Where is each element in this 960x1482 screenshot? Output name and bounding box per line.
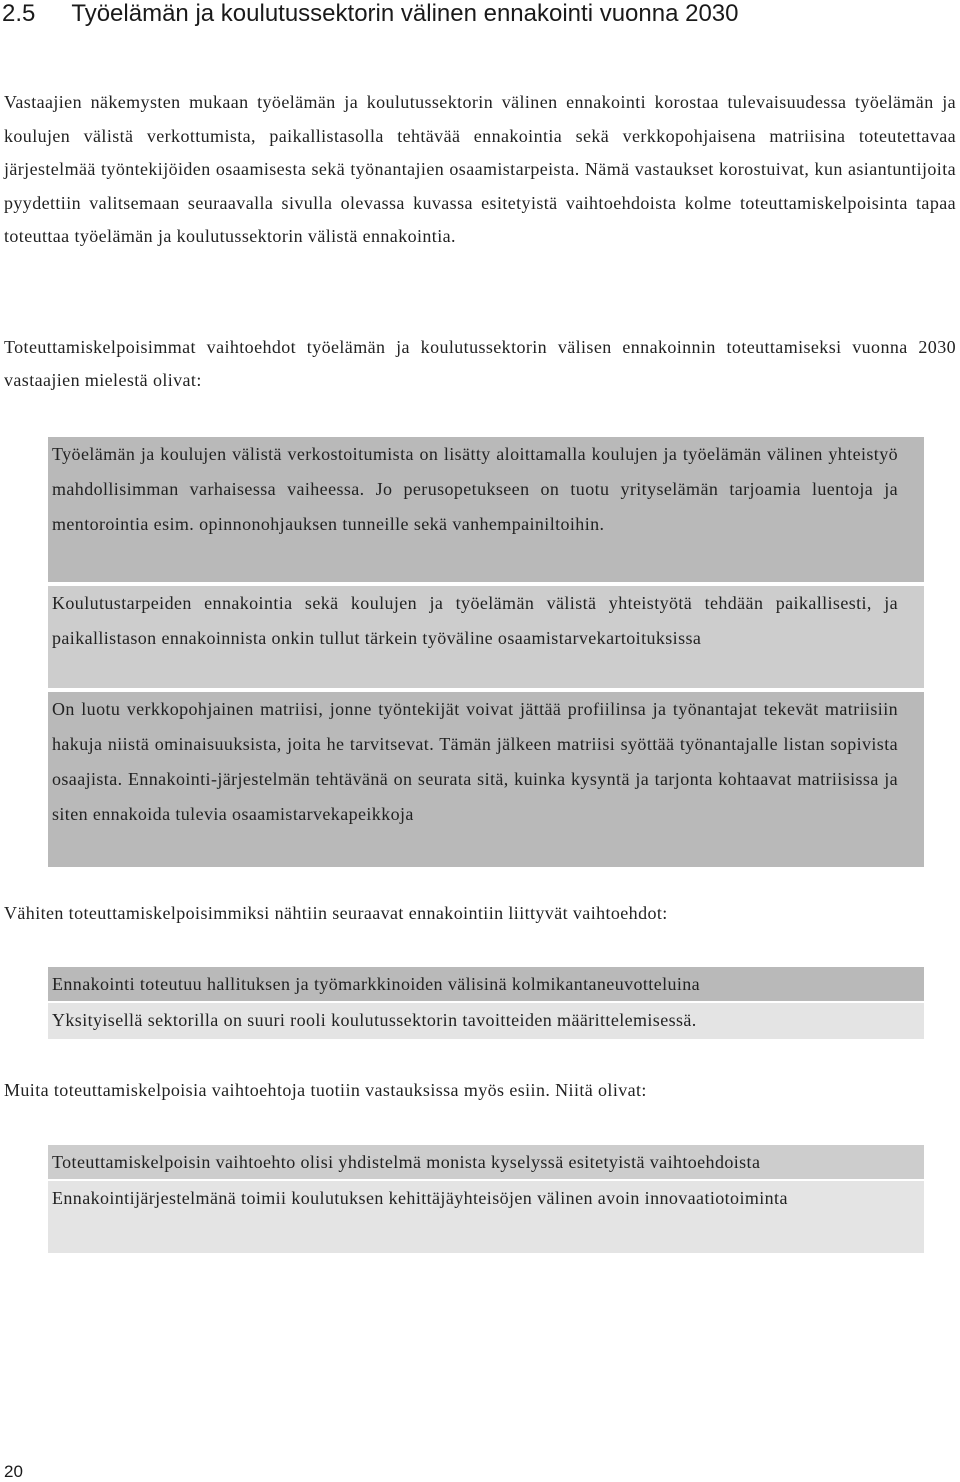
most-feasible-options-box bbox=[48, 437, 924, 867]
most-feasible-intro: Toteuttamiskelpoisimmat vaihtoehdot työelämän ja koulutussektorin välisen ennakoinnin toteuttamiseksi vuonna 2030 vastaajien mielestä olivat: bbox=[4, 337, 956, 390]
option-item: On luotu verkkopohjainen matriisi, jonne työntekijät voivat jättää profiilinsa ja työnantajat tekevät matriisiin hakuja niistä ominaisuuksista, joita he tarvitsevat. Tämän jälkeen matriisi syöttää työnantajalle listan sopivista osaajista. Ennakointi-järjestelmän tehtävänä on seurata sitä, kuinka kysyntä ja tarjonta kohtaavat matriisissa ja siten ennakoida tulevia osaamistarvekapeikkoja bbox=[48, 692, 924, 867]
option-item: Ennakointi toteutuu hallituksen ja työmarkkinoiden välisinä kolmikantaneuvotteluina bbox=[48, 967, 924, 1001]
other-feasible-intro: Muita toteuttamiskelpoisia vaihtoehtoja tuotiin vastauksissa myös esiin. Niitä olivat: bbox=[4, 1080, 647, 1100]
option-item: Ennakointijärjestelmänä toimii koulutuksen kehittäjäyhteisöjen välinen avoin innovaatiotoiminta bbox=[48, 1181, 924, 1253]
least-feasible-options-box bbox=[48, 967, 924, 1039]
intro-paragraph: Vastaajien näkemysten mukaan työelämän ja koulutussektorin välinen ennakointi korostaa tulevaisuudessa työelämän ja koulujen välistä verkottumista, paikallistasolla tehtävää ennakointia sekä verkkopohjaisena matriisina toteutettavaa järjestelmää työntekijöiden osaamisesta sekä työnantajien osaamistarpeista. Nämä vastaukset korostuivat, kun asiantuntijoita pyydettiin valitsemaan seuraavalla sivulla olevassa kuvassa esitetyistä vaihtoehdoista kolme toteuttamiskelpoisinta tapaa toteuttaa työelämän ja koulutussektorin välistä ennakointia. bbox=[4, 92, 956, 247]
section-heading bbox=[2, 0, 739, 28]
least-feasible-intro: Vähiten toteuttamiskelpoisimmiksi nähtiin seuraavat ennakointiin liittyvät vaihtoehdot: bbox=[4, 903, 668, 923]
option-item: Yksityisellä sektorilla on suuri rooli koulutussektorin tavoitteiden määrittelemisessä. bbox=[48, 1003, 924, 1039]
page-number: 20 bbox=[4, 1462, 23, 1481]
section-number: 2.5 bbox=[2, 0, 36, 27]
other-feasible-options-box bbox=[48, 1145, 924, 1253]
option-item: Koulutustarpeiden ennakointia sekä koulujen ja työelämän välistä yhteistyötä tehdään paikallisesti, ja paikallistason ennakoinnista onkin tullut tärkein työväline osaamistarvekartoituksissa bbox=[48, 586, 924, 688]
option-item: Toteuttamiskelpoisin vaihtoehto olisi yhdistelmä monista kyselyssä esitetyistä vaihtoehdoista bbox=[48, 1145, 924, 1179]
section-title: Työelämän ja koulutussektorin välinen ennakointi vuonna 2030 bbox=[71, 0, 739, 27]
option-item: Työelämän ja koulujen välistä verkostoitumista on lisätty aloittamalla koulujen ja työelämän välinen yhteistyö mahdollisimman varhaisessa vaiheessa. Jo perusopetukseen on tuotu yrityselämän tarjoamia luentoja ja mentorointia esim. opinnonohjauksen tunneille sekä vanhempainiltoihin. bbox=[48, 437, 924, 582]
